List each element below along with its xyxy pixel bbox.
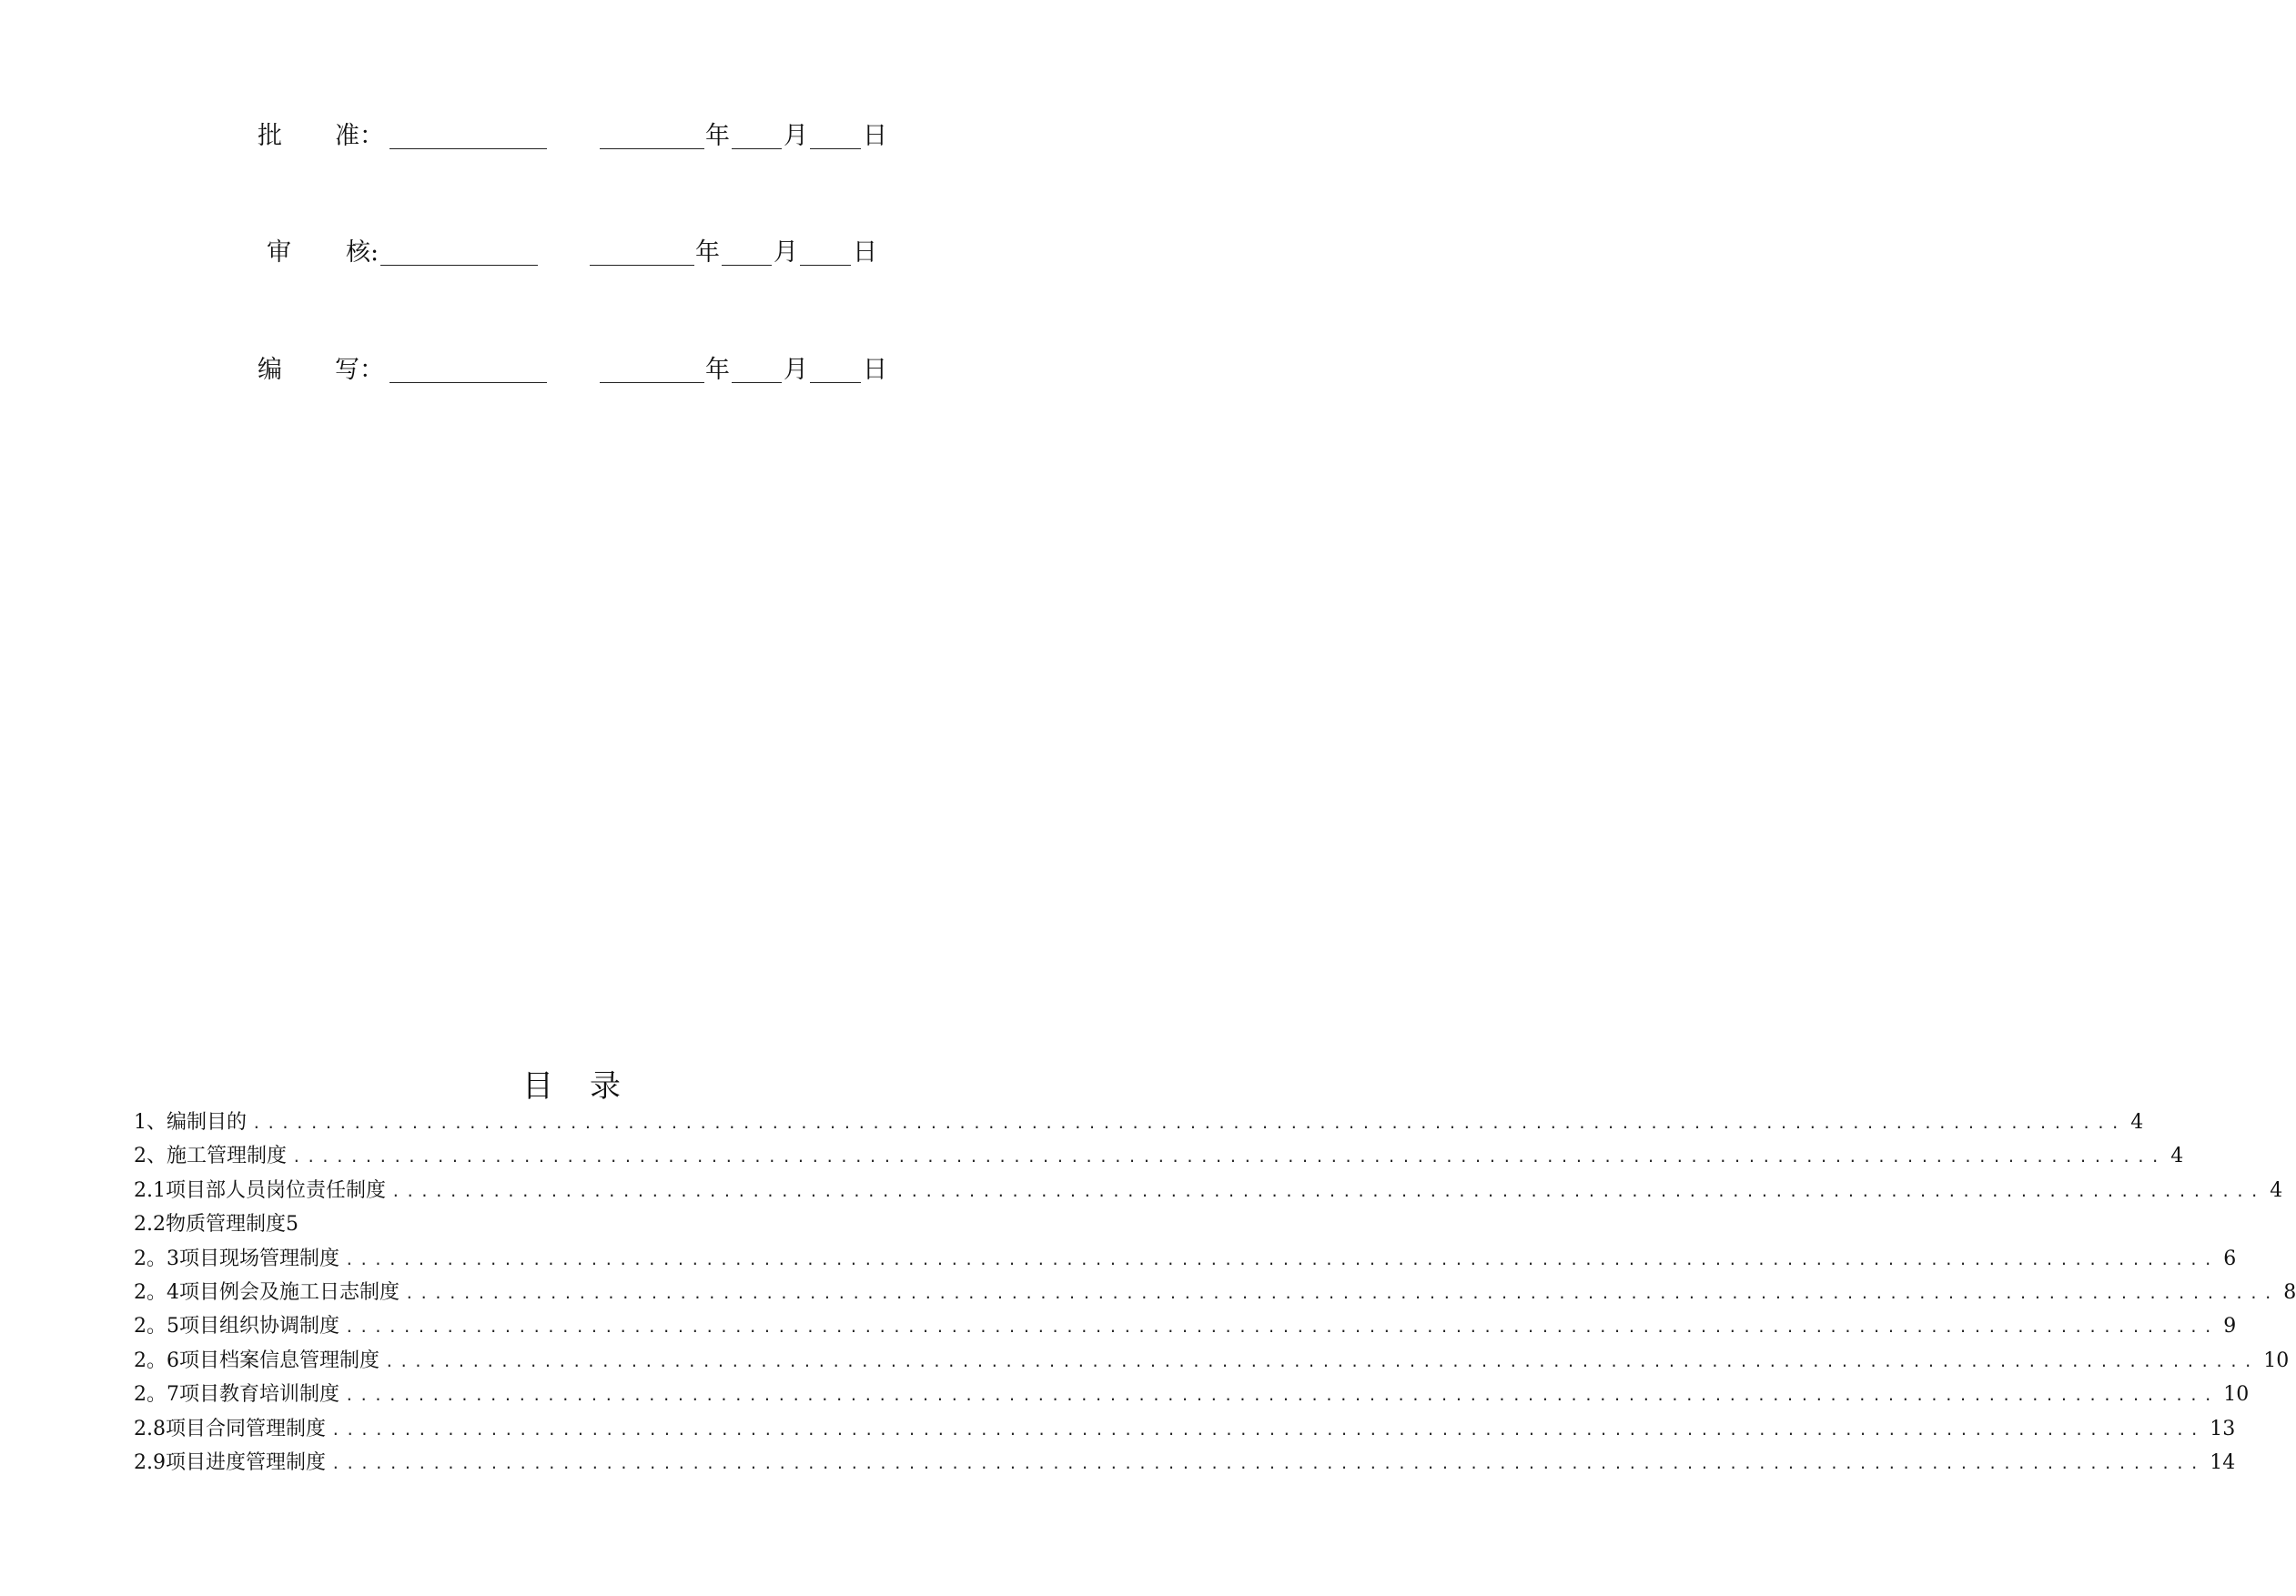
approval-row — [0, 118, 1129, 155]
author-row — [0, 352, 1129, 389]
toc-entry-page: 8 — [2283, 1280, 2296, 1304]
toc-entry-page: 14 — [2210, 1450, 2236, 1474]
toc-entry-label: 2、施工管理制度 — [134, 1145, 287, 1168]
toc-entry-label: 2。3项目现场管理制度 — [134, 1247, 339, 1270]
toc-entry-label: 2。5项目组织协调制度 — [134, 1315, 339, 1338]
toc-entry[interactable] — [134, 1412, 2236, 1446]
review-name-field[interactable] — [380, 265, 538, 266]
toc-entry-label: 2.2物质管理制度5 — [134, 1213, 298, 1237]
toc-title-char1: 目 — [522, 1068, 553, 1105]
toc-leader: .................................................................................................................................. — [331, 1420, 2205, 1439]
approval-label-char2: 准： — [335, 122, 384, 150]
toc-entry[interactable] — [134, 1276, 2296, 1309]
toc-entry-page: 6 — [2223, 1247, 2237, 1270]
toc-entry-label: 1、编制目的 — [134, 1111, 247, 1134]
toc-entry-page: 9 — [2223, 1315, 2237, 1338]
toc-entry-label: 2。6项目档案信息管理制度 — [134, 1349, 379, 1372]
toc-entry[interactable] — [134, 1174, 2283, 1207]
toc-entry-label: 2.8项目合同管理制度 — [134, 1417, 326, 1440]
toc-title-char2: 录 — [590, 1068, 621, 1105]
toc-entry-page: 10 — [2263, 1349, 2290, 1372]
toc-entry[interactable] — [134, 1309, 2237, 1343]
toc-entry[interactable] — [134, 1242, 2237, 1276]
toc-leader: .................................................................................................................................. — [385, 1352, 2259, 1370]
toc-leader: .................................................................................................................................. — [345, 1250, 2219, 1268]
approval-month-field[interactable] — [732, 148, 782, 149]
approval-label-char1: 批 — [258, 122, 282, 150]
toc-leader: .................................................................................................................................. — [292, 1148, 2166, 1167]
toc-entry-page: 4 — [2270, 1178, 2283, 1202]
toc-entry-label: 2。4项目例会及施工日志制度 — [134, 1280, 400, 1304]
review-day-label: 日 — [853, 238, 877, 267]
toc-entry-label: 2.1项目部人员岗位责任制度 — [134, 1178, 386, 1202]
toc-entry[interactable] — [134, 1106, 2144, 1139]
approval-day-field[interactable] — [810, 148, 861, 149]
author-label-char2: 写： — [335, 356, 384, 384]
toc-entry[interactable] — [134, 1207, 1015, 1241]
author-day-label: 日 — [863, 356, 887, 384]
toc-entry-label: 2。7项目教育培训制度 — [134, 1383, 339, 1407]
toc-leader: .................................................................................................................................. — [345, 1318, 2219, 1337]
author-month-label: 月 — [784, 356, 808, 384]
approval-day-label: 日 — [863, 122, 887, 150]
author-year-label: 年 — [705, 356, 730, 384]
approval-month-label: 月 — [784, 122, 808, 150]
toc-entry-label: 2.9项目进度管理制度 — [134, 1450, 326, 1474]
toc-entry[interactable] — [134, 1344, 2290, 1378]
approval-year-field[interactable] — [600, 148, 704, 149]
toc-list — [134, 1106, 2296, 1480]
author-name-field[interactable] — [389, 382, 547, 383]
author-year-field[interactable] — [600, 382, 704, 383]
review-year-label: 年 — [695, 238, 720, 267]
review-label-char1: 审 — [267, 238, 291, 267]
toc-entry-page: 4 — [2130, 1111, 2144, 1134]
author-label-char1: 编 — [258, 356, 282, 384]
review-month-label: 月 — [774, 238, 798, 267]
approval-name-field[interactable] — [389, 148, 547, 149]
toc-entry[interactable] — [134, 1446, 2236, 1480]
review-day-field[interactable] — [800, 265, 851, 266]
toc-entry-page: 4 — [2170, 1145, 2184, 1168]
toc-entry-page: 13 — [2210, 1417, 2236, 1440]
review-row — [0, 235, 1129, 271]
toc-entry[interactable] — [134, 1378, 2250, 1411]
toc-entry-page: 10 — [2223, 1383, 2250, 1407]
toc-leader: .................................................................................................................................. — [252, 1115, 2126, 1132]
approval-year-label: 年 — [705, 122, 730, 150]
review-label-char2: 核: — [346, 238, 379, 267]
author-day-field[interactable] — [810, 382, 861, 383]
review-month-field[interactable] — [722, 265, 772, 266]
toc-leader: .................................................................................................................................. — [391, 1182, 2265, 1200]
toc-leader: .................................................................................................................................. — [345, 1387, 2219, 1405]
author-month-field[interactable] — [732, 382, 782, 383]
review-year-field[interactable] — [590, 265, 694, 266]
toc-entry[interactable] — [134, 1139, 2184, 1173]
toc-leader: .................................................................................................................................. — [405, 1284, 2279, 1302]
toc-leader: .................................................................................................................................. — [331, 1454, 2205, 1472]
